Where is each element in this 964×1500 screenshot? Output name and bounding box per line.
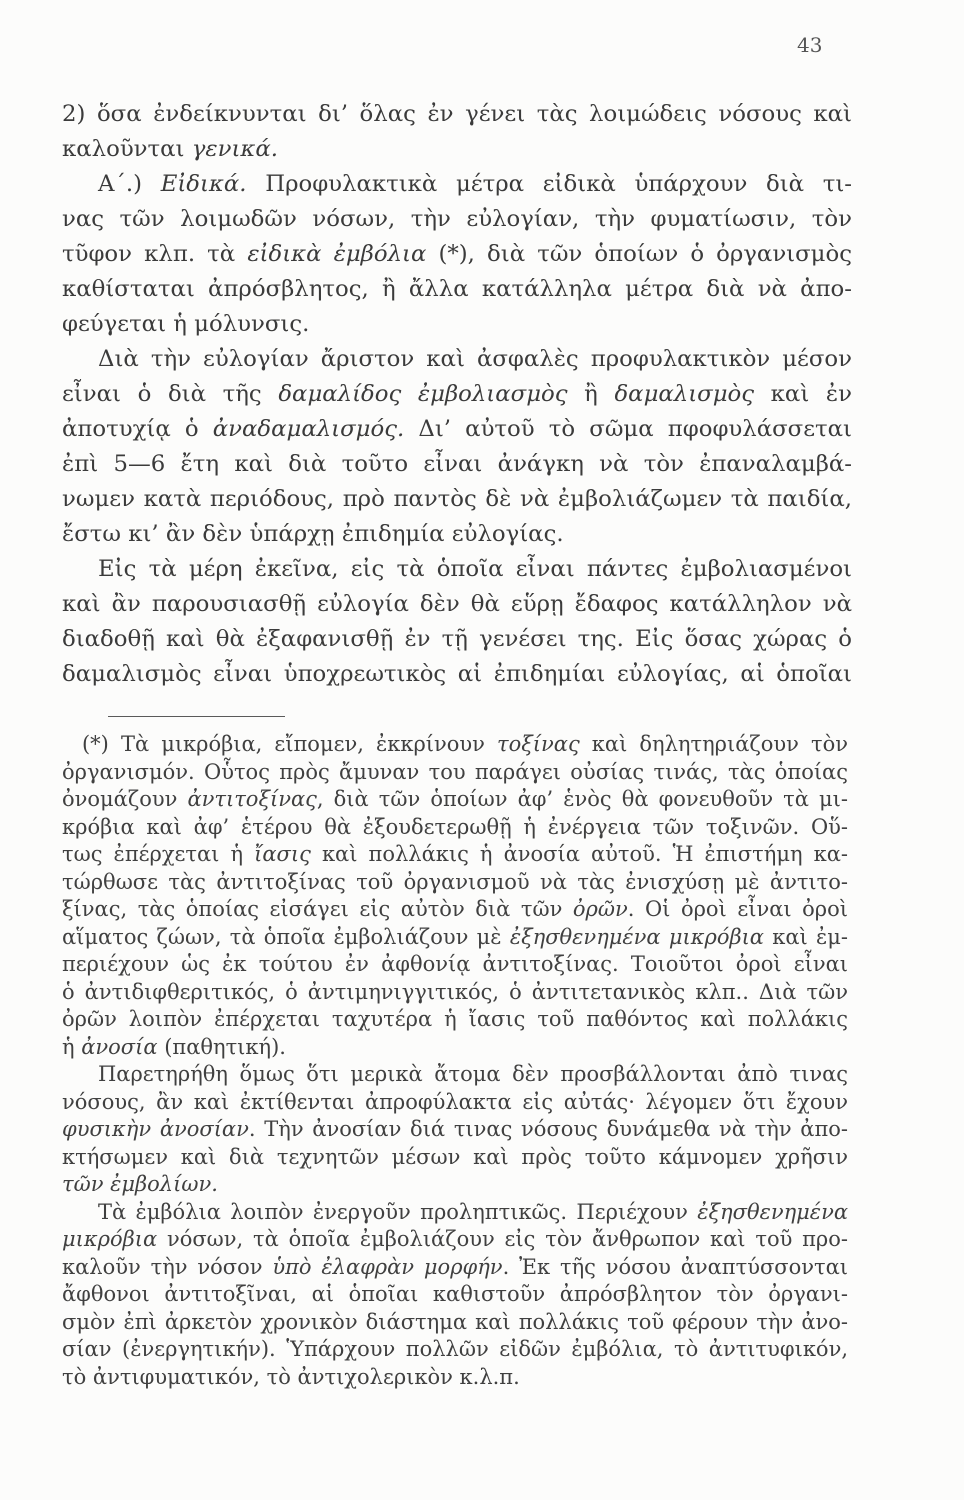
text-run: ἔστω κι’ ἂν δὲν ὑπάρχῃ ἐπιδημία εὐλογίας. <box>62 521 564 547</box>
main-text-line <box>62 132 852 167</box>
text-run: διαδοθῇ καὶ θὰ ἐξαφανισθῇ ἐν τῇ γενέσει της. Εἰς ὅσας χώρας ὁ <box>62 626 852 652</box>
footnote-paragraph <box>62 731 848 1061</box>
main-text-line <box>62 167 852 202</box>
text-run: (παθητική). <box>157 1034 286 1059</box>
text-run: Δι’ αὐτοῦ τὸ σῶμα πφοφυλάσσεται <box>404 416 852 442</box>
page-number: 43 <box>797 33 823 57</box>
text-run: 2) ὅσα ἐνδείκνυνται δι’ ὅλας ἐν γένει τὰς λοιμώδεις νόσους καὶ <box>62 101 852 127</box>
text-run: δαμαλισμὸς εἶναι ὑποχρεωτικὸς αἱ ἐπιδημίαι εὐλογίας, αἱ ὁποῖαι <box>62 661 852 687</box>
italic-text: ἀντιτοξίνας <box>187 787 317 811</box>
footnote-line <box>62 1171 848 1199</box>
text-run: Α΄.) <box>98 171 161 197</box>
text-run: καθίσταται ἀπρόσβλητος, ἢ ἄλλα κατάλληλα μέτρα διὰ νὰ ἀπο- <box>62 276 852 302</box>
text-run: ὀργανισμόν. Οὗτος πρὸς ἄμυναν του παράγει οὐσίας τινάς, τὰς ὁποίας <box>62 759 848 784</box>
italic-text: φυσικὴν ἀνοσίαν <box>62 1117 249 1141</box>
italic-text: ὀρῶν <box>572 897 628 921</box>
footnote-paragraph <box>62 1199 848 1392</box>
footnote-line <box>62 814 848 842</box>
italic-text: ἀνοσία <box>81 1034 158 1059</box>
footnote-line <box>62 1089 848 1117</box>
footnote-line <box>62 979 848 1007</box>
text-run: τῦφον κλπ. τὰ <box>62 241 248 267</box>
text-run: ὀνομάζουν <box>62 787 188 811</box>
footnote-line <box>62 951 848 979</box>
main-text-line <box>62 657 852 692</box>
footnote-line <box>62 1254 848 1282</box>
main-text-line <box>62 517 852 552</box>
text-run: καὶ πολλάκις ἡ ἀνοσία αὐτοῦ. Ἡ ἐπιστήμη κα- <box>310 842 848 866</box>
text-run: τως ἐπέρχεται ἡ <box>62 842 255 866</box>
footnote-line <box>62 924 848 952</box>
footnote-line <box>62 1006 848 1034</box>
main-text-line <box>62 412 852 447</box>
text-run: ὀρῶν λοιπὸν ἐπέρχεται ταχυτέρα ἡ ἴασις τοῦ παθόντος καὶ πολλάκις <box>62 1007 848 1031</box>
text-run: τώρθωσε τὰς ἀντιτοξίνας τοῦ ὀργανισμοῦ νὰ τὰς ἐνισχύσῃ μὲ ἀντιτο- <box>62 869 848 894</box>
footnote-line <box>62 841 848 869</box>
italic-text: μικρόβια <box>62 1227 158 1251</box>
main-text-line <box>62 202 852 237</box>
footnote-line <box>62 1116 848 1144</box>
text-run: καλοῦν τὴν νόσον <box>62 1254 273 1279</box>
italic-text: ἴασις <box>254 842 311 866</box>
text-run: νωμεν κατὰ περιόδους, πρὸ παντὸς δὲ νὰ ἐμβολιάζωμεν τὰ παιδία, <box>62 486 852 512</box>
footnote-line <box>62 1336 848 1364</box>
text-run: , διὰ τῶν ὁποίων ἀφ’ ἑνὸς θὰ φονευθοῦν τὰ μι- <box>316 787 848 811</box>
text-run: (*), διὰ τῶν ὁποίων ὁ ὀργανισμὸς <box>426 241 852 267</box>
footnote-line <box>62 731 848 759</box>
main-text-line <box>62 622 852 657</box>
footnote-line <box>62 1034 848 1062</box>
text-run: νόσους, ἂν καὶ ἐκτίθενται ἀπροφύλακτα εἰς αὐτάς· λέγομεν ὅτι ἔχουν <box>62 1089 848 1114</box>
text-run: Προφυλακτικὰ μέτρα εἰδικὰ ὑπάρχουν διὰ τι- <box>246 171 853 197</box>
text-run: Παρετηρήθη ὅμως ὅτι μερικὰ ἄτομα δὲν προσβάλλονται ἀπὸ τινας <box>98 1062 848 1086</box>
text-run: ὁ ἀντιδιφθεριτικός, ὁ ἀντιμηνιγγιτικός, ὁ ἀντιτετανικὸς κλπ.. Διὰ τῶν <box>62 979 848 1004</box>
footnote-line <box>62 759 848 787</box>
text-run: ἡ <box>62 1034 82 1059</box>
footnote-line <box>62 1199 848 1227</box>
italic-text: εἰδικὰ ἐμβόλια <box>247 241 427 267</box>
text-run: σμὸν ἐπὶ ἀρκετὸν χρονικὸν διάστημα καὶ πολλάκις τοῦ φέρουν τὴν ἀνο- <box>62 1309 848 1334</box>
text-run: ξίνας, τὰς ὁποίας εἰσάγει εἰς αὐτὸν διὰ τῶν <box>62 897 573 921</box>
text-run: (*) Τὰ μικρόβια, εἴπομεν, ἐκκρίνουν <box>82 732 497 756</box>
footnote-line <box>62 1061 848 1089</box>
text-run: καλοῦνται <box>62 136 192 162</box>
text-run: κτήσωμεν καὶ διὰ τεχνητῶν μέσων καὶ πρὸς τοῦτο κάμνομεν χρῆσιν <box>62 1144 848 1169</box>
text-run: φεύγεται ἡ μόλυνσις. <box>62 311 310 337</box>
main-text-paragraph <box>62 342 852 552</box>
main-text-paragraph <box>62 97 852 167</box>
main-text-line <box>62 377 852 412</box>
text-run: καὶ ἂν παρουσιασθῇ εὐλογία δὲν θὰ εὕρῃ ἔδαφος κατάλληλον νὰ <box>62 591 852 617</box>
main-text-line <box>62 447 852 482</box>
main-text-line <box>62 587 852 622</box>
italic-text: ἐξησθενημένα μικρόβια <box>509 924 764 949</box>
italic-text: Εἰδικά. <box>160 171 247 197</box>
text-run: αἵματος ζώων, τὰ ὁποῖα ἐμβολιάζουν μὲ <box>62 924 510 949</box>
text-run: εἶναι ὁ διὰ τῆς <box>62 381 279 407</box>
footnote-line <box>62 786 848 814</box>
main-text-line <box>62 237 852 272</box>
text-run: . Ἐκ τῆς νόσου ἀναπτύσσονται <box>502 1254 848 1279</box>
text-run: καὶ ἐν <box>754 381 852 407</box>
text-run: καὶ ἐμ- <box>763 924 849 949</box>
footnote <box>62 731 848 1391</box>
text-run: ἐπὶ 5—6 ἔτη καὶ διὰ τοῦτο εἶναι ἀνάγκη νὰ τὸν ἐπαναλαμβά- <box>62 451 852 477</box>
text-run: . Τὴν ἀνοσίαν διά τινας νόσους δυνάμεθα νὰ τὴν ἀπο- <box>248 1117 848 1141</box>
main-text-line <box>62 272 852 307</box>
main-text-line <box>62 307 852 342</box>
main-text-line <box>62 342 852 377</box>
main-text-line <box>62 482 852 517</box>
text-run: ἀποτυχίᾳ ὁ <box>62 416 213 442</box>
text-run: Διὰ τὴν εὐλογίαν ἄριστον καὶ ἀσφαλὲς προφυλακτικὸν μέσον <box>98 346 852 372</box>
text-run: . Οἱ ὀροὶ εἶναι ὀροὶ <box>627 897 848 921</box>
main-text-paragraph <box>62 552 852 692</box>
italic-text: τῶν ἐμβολίων. <box>62 1172 218 1196</box>
italic-text: ἐξησθενημένα <box>697 1199 848 1224</box>
footnote-line <box>62 1281 848 1309</box>
text-run: Εἰς τὰ μέρη ἐκεῖνα, εἰς τὰ ὁποῖα εἶναι πάντες ἐμβολιασμένοι <box>98 556 852 582</box>
text-run: κρόβια καὶ ἀφ’ ἑτέρου θὰ ἐξουδετερωθῇ ἡ ἐνέργεια τῶν τοξινῶν. Οὕ- <box>62 814 848 839</box>
text-run: Τὰ ἐμβόλια λοιπὸν ἐνεργοῦν προληπτικῶς. Περιέχουν <box>98 1199 698 1224</box>
text-run: νας τῶν λοιμωδῶν νόσων, τὴν εὐλογίαν, τὴν φυματίωσιν, τὸν <box>62 206 852 232</box>
text-run: τὸ ἀντιφυματικόν, τὸ ἀντιχολερικὸν κ.λ.π. <box>62 1364 520 1389</box>
text-run: σίαν (ἐνεργητικήν). Ὑπάρχουν πολλῶν εἰδῶν ἐμβόλια, τὸ ἀντιτυφικόν, <box>62 1337 848 1361</box>
footnote-line <box>62 1144 848 1172</box>
italic-text: δαμαλίδος ἐμβολιασμὸς <box>278 381 568 407</box>
text-run: καὶ δηλητηριάζουν τὸν <box>579 732 848 756</box>
italic-text: δαμαλισμὸς <box>614 381 755 407</box>
main-text-line <box>62 97 852 132</box>
text-run: νόσων, τὰ ὁποῖα ἐμβολιάζουν εἰς τὸν ἄνθρωπον καὶ τοῦ προ- <box>157 1227 848 1251</box>
main-text <box>62 97 852 692</box>
main-text-line <box>62 552 852 587</box>
footnote-line <box>62 1364 848 1392</box>
text-run: περιέχουν ὡς ἐκ τούτου ἐν ἀφθονίᾳ ἀντιτοξίνας. Τοιοῦτοι ὀροὶ εἶναι <box>62 952 848 976</box>
footnote-separator <box>108 716 285 717</box>
footnote-line <box>62 896 848 924</box>
footnote-line <box>62 869 848 897</box>
footnote-line <box>62 1309 848 1337</box>
text-run: ἢ <box>567 381 615 407</box>
italic-text: ἀναδαμαλισμός. <box>212 416 405 442</box>
main-text-paragraph <box>62 167 852 342</box>
italic-text: γενικά. <box>191 136 278 162</box>
italic-text: ὑπὸ ἐλαφρὰν μορφήν <box>272 1254 503 1279</box>
footnote-paragraph <box>62 1061 848 1199</box>
italic-text: τοξίνας <box>497 732 580 756</box>
text-run: ἄφθονοι ἀντιτοξῖναι, αἱ ὁποῖαι καθιστοῦν ἀπρόσβλητον τὸν ὀργανι- <box>62 1282 848 1306</box>
footnote-line <box>62 1226 848 1254</box>
